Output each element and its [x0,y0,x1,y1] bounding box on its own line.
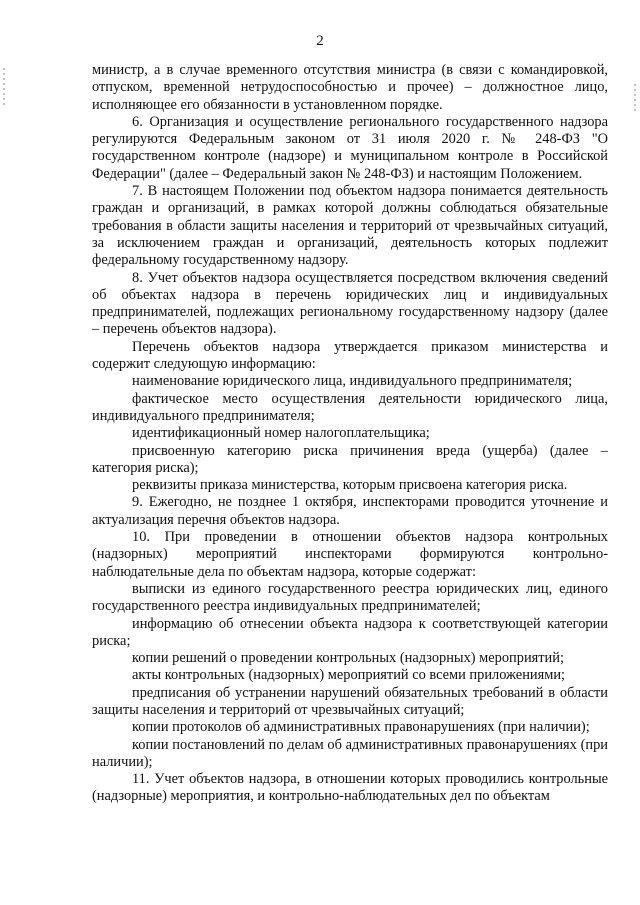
list-item: копии протоколов об административных правонарушениях (при наличии); [132,719,590,736]
list-item: выписки из единого государственного реестра юридических лиц, единого государственного реестра индивидуальных предпринимателей; [92,580,608,615]
document-body [92,62,608,806]
paragraph-continuation: министр, а в случае временного отсутствия министра (в связи с командировкой, отпуском, временной нетрудоспособностью и прочее) – должностное лицо, исполняющее его обязанности в установленном порядке. [92,62,608,113]
list-item: акты контрольных (надзорных) мероприятий со всеми приложениями; [132,667,566,684]
paragraph-9: 9. Ежегодно, не позднее 1 октября, инспекторами проводится уточнение и актуализация перечня объектов надзора. [92,494,608,528]
paragraph-8-list-intro: Перечень объектов надзора утверждается приказом министерства и содержит следующую информацию: [92,338,608,373]
list-item: копии постановлений по делам об административных правонарушениях (при наличии); [92,736,608,770]
paragraph-11: 11. Учет объектов надзора, в отношении которых проводились контрольные (надзорные) мероприятия, и контрольно-наблюдательных дел по объектам [92,771,608,805]
list-item: реквизиты приказа министерства, которым присвоена категория риска. [132,477,568,494]
list-item: фактическое место осуществления деятельности юридического лица, индивидуального предпринимателя; [92,390,608,424]
list-item: наименование юридического лица, индивидуального предпринимателя; [132,373,573,390]
list-item: присвоенную категорию риска причинения вреда (ущерба) (далее – категория риска); [92,442,608,476]
paragraph-7: 7. В настоящем Положении под объектом надзора понимается деятельность граждан и организаций, в рамках которой должны соблюдаться обязательные требования в области защиты населения и территорий от чрезвычайных ситуаций, за исключением граждан и организаций, деятельность которых подлежит федеральному государственному надзору. [92,183,608,269]
paragraph-6: 6. Организация и осуществление регионального государственного надзора регулируются Федеральным законом от 31 июля 2020 г. № 248-ФЗ "О государственном контроле (надзоре) и муниципальном контроле в Российской Федерации" (далее – Федеральный закон № 248-ФЗ) и настоящим Положением. [92,113,608,182]
list-item: информацию об отнесении объекта надзора к соответствующей категории риска; [92,615,608,649]
list-item: идентификационный номер налогоплательщика; [132,425,430,442]
paragraph-10: 10. При проведении в отношении объектов надзора контрольных (надзорных) мероприятий инспекторами формируются контрольно-наблюдательные дела по объектам надзора, которые содержат: [92,529,608,580]
scan-edge-mark-right [634,84,636,112]
list-item: предписания об устранении нарушений обязательных требований в области защиты населения и территорий от чрезвычайных ситуаций; [92,684,608,718]
list-item: копии решений о проведении контрольных (надзорных) мероприятий; [132,650,564,667]
page-number: 2 [316,33,324,49]
paragraph-8: 8. Учет объектов надзора осуществляется посредством включения сведений об объектах надзора в перечень юридических лиц и индивидуальных предпринимателей, подлежащих региональному государственному надзору (далее – перечень объектов надзора). [92,269,608,338]
scan-edge-mark-left [3,68,5,108]
